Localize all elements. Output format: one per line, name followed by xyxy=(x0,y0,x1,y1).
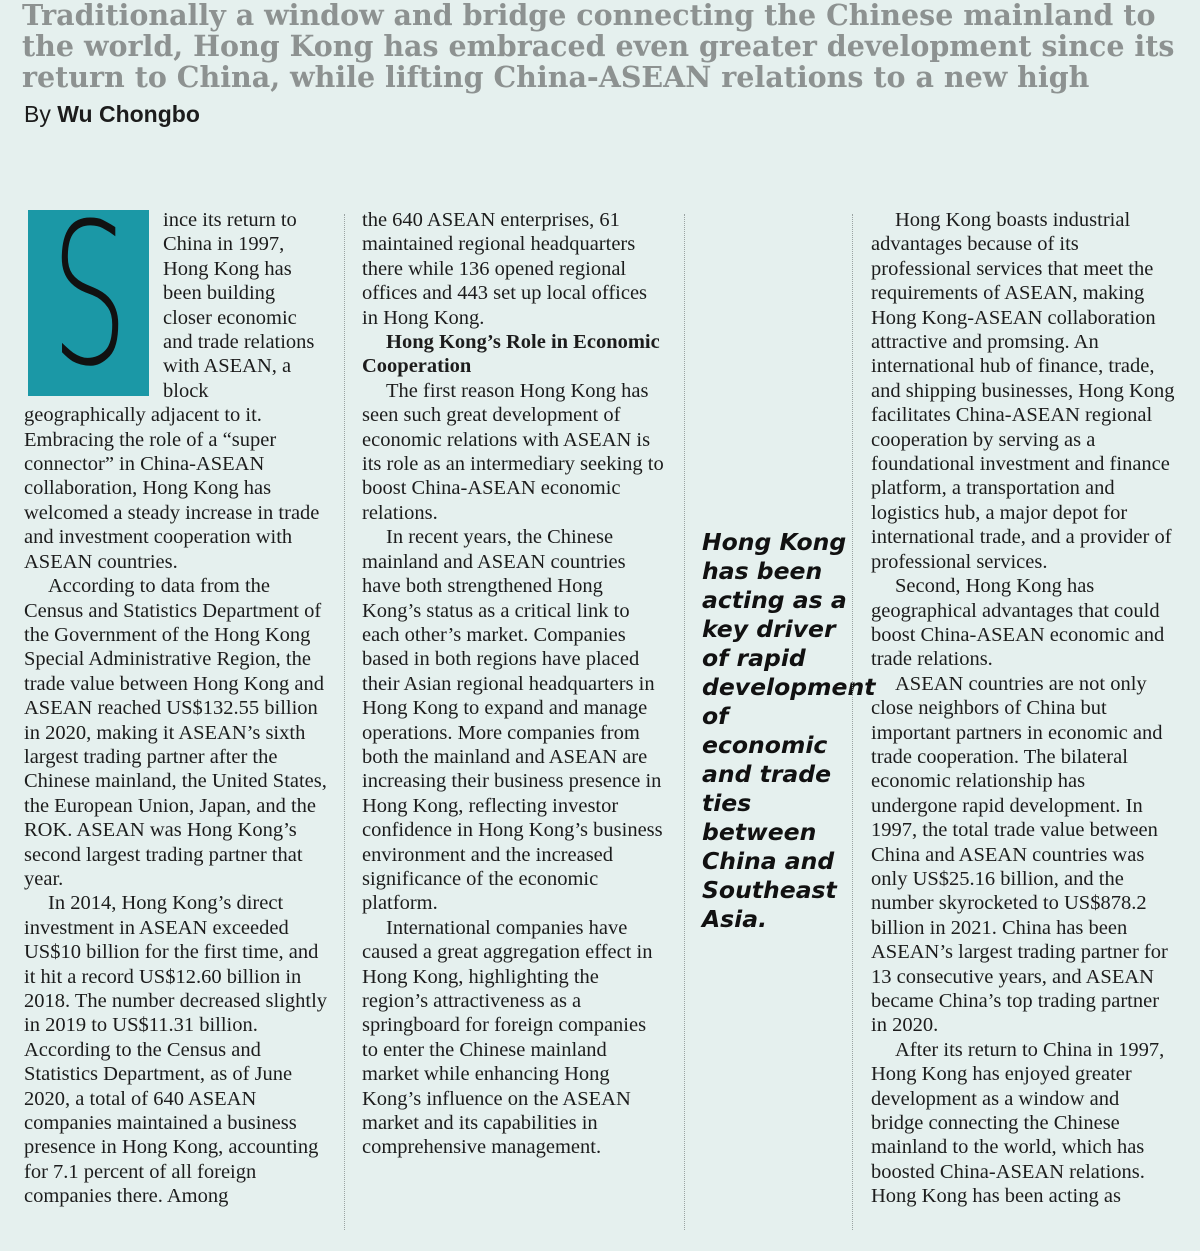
column-divider xyxy=(852,214,853,1230)
paragraph: Hong Kong boasts industrial advantages because of its professional services that meet the requirements of ASEAN, making Hong Kong-ASEAN collaboration attractive and promsing. An international hub of finance, trade, and shipping businesses, Hong Kong facilitates China-ASEAN regional cooperation by serving as a foundational investment and finance platform, a transportation and logistics hub, a major depot for international trade, and a provider of professional services. xyxy=(871,209,1175,573)
paragraph: According to data from the Census and Statistics Department of the Government of the Hong Kong Special Administrative Region, the trade value between Hong Kong and ASEAN reached US$132.55 billion in 2020, making it ASEAN’s sixth largest trading partner after the Chinese mainland, the United States, the European Union, Japan, and the ROK. ASEAN was Hong Kong’s second largest trading partner that year. xyxy=(24,575,327,890)
column-divider xyxy=(684,214,685,1230)
drop-cap xyxy=(28,210,149,396)
paragraph: In recent years, the Chinese mainland and ASEAN countries have both strengthened Hong Kong’s status as a critical link to each other’s market. Companies based in both regions have placed their Asian regional headquarters in Hong Kong to expand and manage operations. More companies from both the mainland and ASEAN are increasing their business presence in Hong Kong, reflecting investor confidence in Hong Kong’s business environment and the increased significance of the economic platform. xyxy=(362,526,663,915)
article-column-3 xyxy=(871,208,1176,1209)
paragraph: In 2014, Hong Kong’s direct investment in ASEAN exceeded US$10 billion for the first time, and it hit a record US$12.60 billion in 2018. The number decreased slightly in 2019 to US$11.31 billion. According to the Census and Statistics Department, as of June 2020, a total of 640 ASEAN companies maintained a business presence in Hong Kong, accounting for 7.1 percent of all foreign companies there. Among xyxy=(24,892,328,1208)
paragraph: the 640 ASEAN enterprises, 61 maintained regional headquarters there while 136 opened regional offices and 443 set up local offices in Hong Kong. xyxy=(362,209,648,329)
paragraph: The first reason Hong Kong has seen such great development of economic relations with ASEAN is its role as an intermediary seeking to boost China-ASEAN economic relations. xyxy=(362,379,664,524)
article-column-2 xyxy=(362,208,667,1160)
byline xyxy=(24,101,200,128)
column-divider xyxy=(344,214,345,1230)
article-deck: Traditionally a window and bridge connecting the Chinese mainland to the world, Hong Kong has embraced even greater development since its return to China, while lifting China-ASEAN relations to a new high xyxy=(22,0,1175,94)
paragraph: ASEAN countries are not only close neighbors of China but important partners in economic and trade cooperation. The bilateral economic relationship has undergone rapid development. In 1997, the total trade value between China and ASEAN countries was only US$25.16 billion, and the number skyrocketed to US$878.2 billion in 2021. China has been ASEAN’s largest trading partner for 13 consecutive years, and ASEAN became China’s top trading partner in 2020. xyxy=(871,672,1168,1037)
paragraph: ince its return to China in 1997, Hong Kong has been building closer economic and trade relations with ASEAN, a block geographically adjacent to it. Embracing the role of a “super connector” in China-ASEAN collaboration, Hong Kong has welcomed a steady increase in trade and investment cooperation with ASEAN countries. xyxy=(24,209,320,573)
author-name: Wu Chongbo xyxy=(57,101,200,127)
byline-prefix: By xyxy=(24,101,51,127)
article-column-1 xyxy=(24,208,329,1209)
paragraph: Second, Hong Kong has geographical advantages that could boost China-ASEAN economic and trade relations. xyxy=(871,575,1165,671)
paragraph: After its return to China in 1997, Hong Kong has enjoyed greater development as a window and bridge connecting the Chinese mainland to the world, which has boosted China-ASEAN relations. Hong Kong has been acting as xyxy=(871,1038,1165,1208)
drop-cap-letter: S xyxy=(50,210,129,396)
pull-quote: Hong Kong has been acting as a key driver of rapid development of economic and trade ties between China and Southeast Asia. xyxy=(702,528,876,933)
section-subhead: Hong Kong’s Role in Economic Cooperation xyxy=(362,331,660,378)
paragraph: International companies have caused a great aggregation effect in Hong Kong, highlighting the region’s attractiveness as a springboard for foreign companies to enter the Chinese mainland market while enhancing Hong Kong’s influence on the ASEAN market and its capabilities in comprehensive management. xyxy=(362,916,653,1159)
